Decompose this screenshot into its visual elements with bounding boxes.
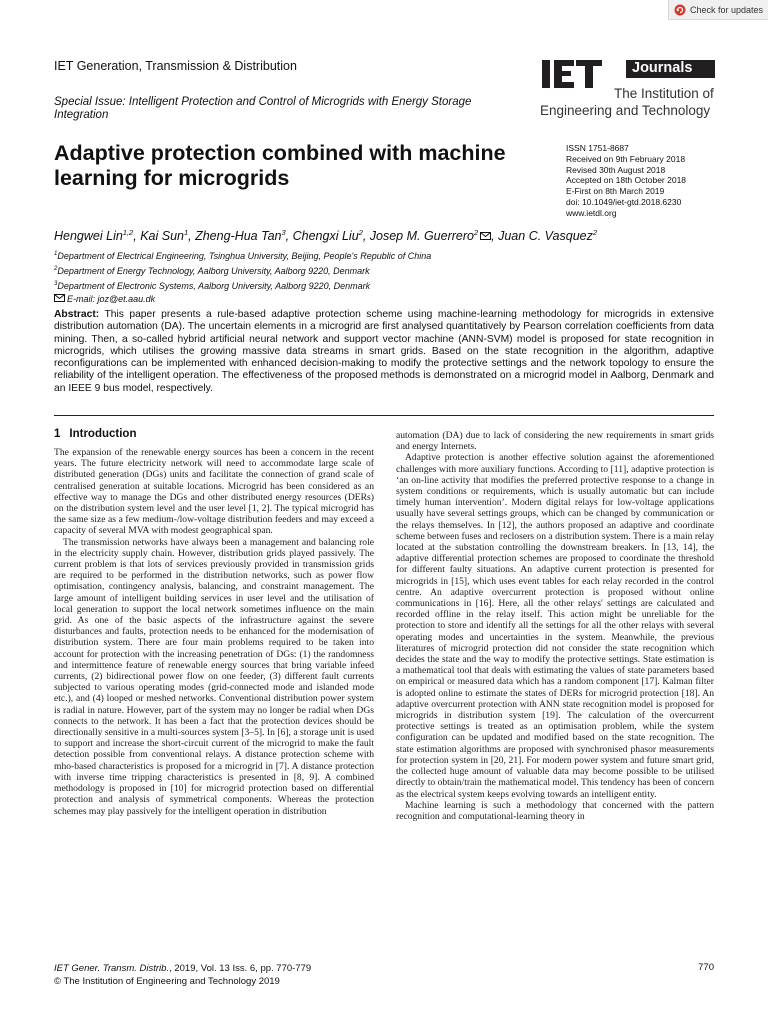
paragraph: The expansion of the renewable energy sources has been a concern in the recent years. The future electricity network will need to accommodate large scale of distributed generation (DGs) units and facilitate the connection of grand scale of centralised generation at suitable locations. Microgrid has been considered as an effective way to manage the DGs and other distributed energy resources (DERs) on the distribution system level and the user level [1, 2]. The typical microgrid has the same size as a few medium-/low-voltage distribution feeders and may exceed a capacity of several MVA with modest geographical span. [54, 447, 374, 537]
paragraph: The transmission networks have always been a management and balancing role in the electricity supply chain. However, distribution grids played passively. The current problem is that lots of services previously provided in transmission grids are required to be performed in the distribution networks, such as power flow optimisation, contingency analysis, balancing, and constraint management. The large amount of intelligent building services in user level and the utilisation of local generation to support the local network sometimes influence on the main grid. As one of the basic aspects of the infrastructure against the severe disturbances and faults, protection needs to be enhanced for the modernisation of distribution system. There are four main problems required to be taken into account for protection with the increasing penetration of DGs: (1) the randomness and intermittence feature of renewable energy sources that bring variable infeed currents, (2) bidirectional power flow on one feeder, (3) different fault currents subjected to various operating modes (grid-connected mode and islanded mode etc.), and (4) looped or meshed networks. Conventional distribution power system is radial in nature. However, part of the system may no longer be radial when DGs connects to the network. It has been a fact that the protection devices should be directionally sensitive in a multi-sources system [3–5]. In [6], a storage unit is used to support and increase the short-circuit current of the microgrid to make the fault detection possible from conventional relays. A distance protection scheme with mho-based characteristics is proposed for a microgrid in [7]. A distance protection with inverse time tripping characteristics is presented in [8, 9]. A combined methodology is proposed in [10] for microgrid protection based on differential protection and analysis of symmetrical components. Whereas the protection schemes may play passively for the intelligent operation in distribution [54, 536, 374, 817]
section-number: 1 [54, 428, 61, 440]
envelope-icon [54, 294, 65, 302]
logo-line2: Engineering and Technology [540, 103, 711, 118]
author-name: Josep M. Guerrero [369, 229, 474, 244]
special-issue: Special Issue: Intelligent Protection and Control of Microgrids with Energy Storage Integration [54, 96, 472, 121]
revised-date: Revised 30th August 2018 [566, 164, 666, 175]
article-meta [566, 143, 746, 219]
author-name: Juan C. Vasquez [498, 229, 593, 244]
abstract-divider [54, 415, 714, 416]
affiliation-item: $^3$Department of Electronic Systems, Aalborg University, Aalborg 9220, Denmark [54, 281, 371, 291]
author-affil-sup: 2 [473, 228, 479, 237]
author-affil-sup: 1,2 [122, 228, 134, 237]
section-title: Introduction [69, 428, 137, 440]
check-for-updates-badge[interactable] [668, 0, 768, 20]
iet-journals-logo [540, 56, 720, 126]
journal-name: IET Generation, Transmission & Distribution [54, 59, 297, 73]
footer-citation [54, 962, 311, 988]
abstract-text: This paper presents a rule-based adaptive protection scheme using machine-learning methodology for microgrids in extensive distribution automation (DA). The uncertain elements in a microgrid are first analysed quantitatively by Pearson correlation coefficients from data mining. Then, a so-called hybrid artificial neural network and support vector machine (ANN-SVM) model is proposed for state recognition in microgrids, which utilises the growing massive data streams in smart grids. Based on the state recognition in the algorithm, adaptive reconfigurations can be implemented with enhanced decision-making to modify the protective settings and the network topology to ensure the reliability of the intelligent operation. The effectiveness of the proposed methods is demonstrated on a microgrid model in Aalborg, Denmark and an IEEE 9 bus model, respectively. [54, 309, 714, 394]
paragraph: Machine learning is such a methodology that concerned with the pattern recognition and computational-learning theory in [396, 799, 714, 822]
author-name: Kai Sun [140, 229, 184, 244]
section-heading [54, 428, 136, 440]
abstract-label: Abstract: [54, 309, 100, 320]
body-column-left [54, 447, 374, 817]
author-list: Hengwei Lin$^{1,2}$, Kai Sun$^1$, Zheng-Hua Tan$^3$, Chengxi Liu$^2$, Josep M. Guerrero$^2$ , Juan C. Vasquez$^2$ [54, 228, 598, 244]
paragraph: automation (DA) due to lack of considering the new requirements in smart grids and energy Internets. [396, 430, 714, 453]
author-affil-sup: 1 [183, 228, 189, 237]
paragraph: Adaptive protection is another effective solution against the aforementioned challenges with more auxiliary functions. According to [11], adaptive protection is ‘an on-line activity that modifies the preferred protective response to a change in system conditions or requirements, which is usually automatic but can include timely human intervention’. Modern digital relays for low-voltage applications usually have several settings groups, which can be changed by communication or the relays themselves. In [12], the authors proposed an adaptive and coordinate scheme between fuses and reclosers on a distribution system. There is a main relay located at the substation controlling the downstream breakers. In [13, 14], the adaptive differential protection schemes are proposed to coordinate the threshold for different faulty situations. An adaptive current protection is presented for microgrids in [15], which uses event tables for each relay recorded in the control centre. An adaptive overcurrent protection is proposed without online communications in [16]. Here, all the other relays' settings are calculated and recorded offline in the relay itself. This action might be unreliable for the protection to store and identify all the settings for all the other relays with several operating modes and uncertainties in the system. Meanwhile, the previous literatures of microgrid protection did not consider the state recognition which decides the state and the way to modify the protective settings. State estimation is a mathematical tool that deals with estimating the values of state parameters based on empirical or measured data which has a random component [17]. Kalman filter is adopted online to estimate the states of DERs for microgrid protection [18]. An adaptive overcurrent protection with ANN state recognition model is proposed for microgrids in distribution system [19]. The calculation of the overcurrent protective settings is treated as an optimisation problem, while the system configuration can be updated and modified based on the state recognition. The state estimation algorithms are proposed with synchronised phasor measurements for protection system in [20, 21]. For modern power system and future smart grid, the collected huge amount of valuable data may become possible to be utilised directly to obtain/train the mathematical model. This tendency has been of concern as the electrical system keeps evolving towards an intelligent entity. [396, 452, 714, 800]
author-affil-sup: 2 [358, 228, 363, 237]
doi[interactable]: doi: 10.1049/iet-gtd.2018.6230 [566, 196, 682, 207]
author-affil-sup: 3 [281, 228, 286, 237]
received-date: Received on 9th February 2018 [566, 153, 686, 164]
iet-mark-icon [540, 56, 720, 88]
e-first-date: E-First on 8th March 2019 [566, 186, 665, 197]
affiliation-item: $^1$Department of Electrical Engineering, Tsinghua University, Beijing, People's Republic of China [54, 251, 432, 261]
affiliations [54, 248, 734, 306]
check-for-updates-label: Check for updates [690, 4, 764, 15]
abstract [54, 309, 714, 395]
author-name: Hengwei Lin [54, 229, 123, 244]
citation-details: , 2019, Vol. 13 Iss. 6, pp. 770-779 [169, 963, 312, 974]
author-name: Chengxi Liu [292, 229, 359, 244]
accepted-date: Accepted on 18th October 2018 [566, 175, 687, 186]
affiliation-item: $^2$Department of Energy Technology, Aalborg University, Aalborg 9220, Denmark [54, 266, 370, 276]
author-name: Zheng-Hua Tan [195, 229, 282, 244]
corresponding-email: E-mail: joz@et.aau.dk [54, 293, 734, 306]
author-affil-sup: 2 [592, 228, 598, 237]
body-column-right [396, 430, 714, 822]
issn: ISSN 1751-8687 [566, 143, 629, 153]
page-number: 770 [698, 962, 714, 973]
website-link[interactable]: www.ietdl.org [566, 207, 617, 218]
citation-journal: IET Gener. Transm. Distrib. [54, 963, 170, 974]
check-updates-icon [674, 4, 686, 16]
logo-line1: The Institution of [614, 86, 714, 101]
copyright: © The Institution of Engineering and Technology 2019 [54, 976, 280, 987]
paper-title: Adaptive protection combined with machine learning for microgrids [54, 141, 506, 190]
envelope-icon [480, 232, 491, 240]
logo-journals: Journals [632, 60, 693, 76]
